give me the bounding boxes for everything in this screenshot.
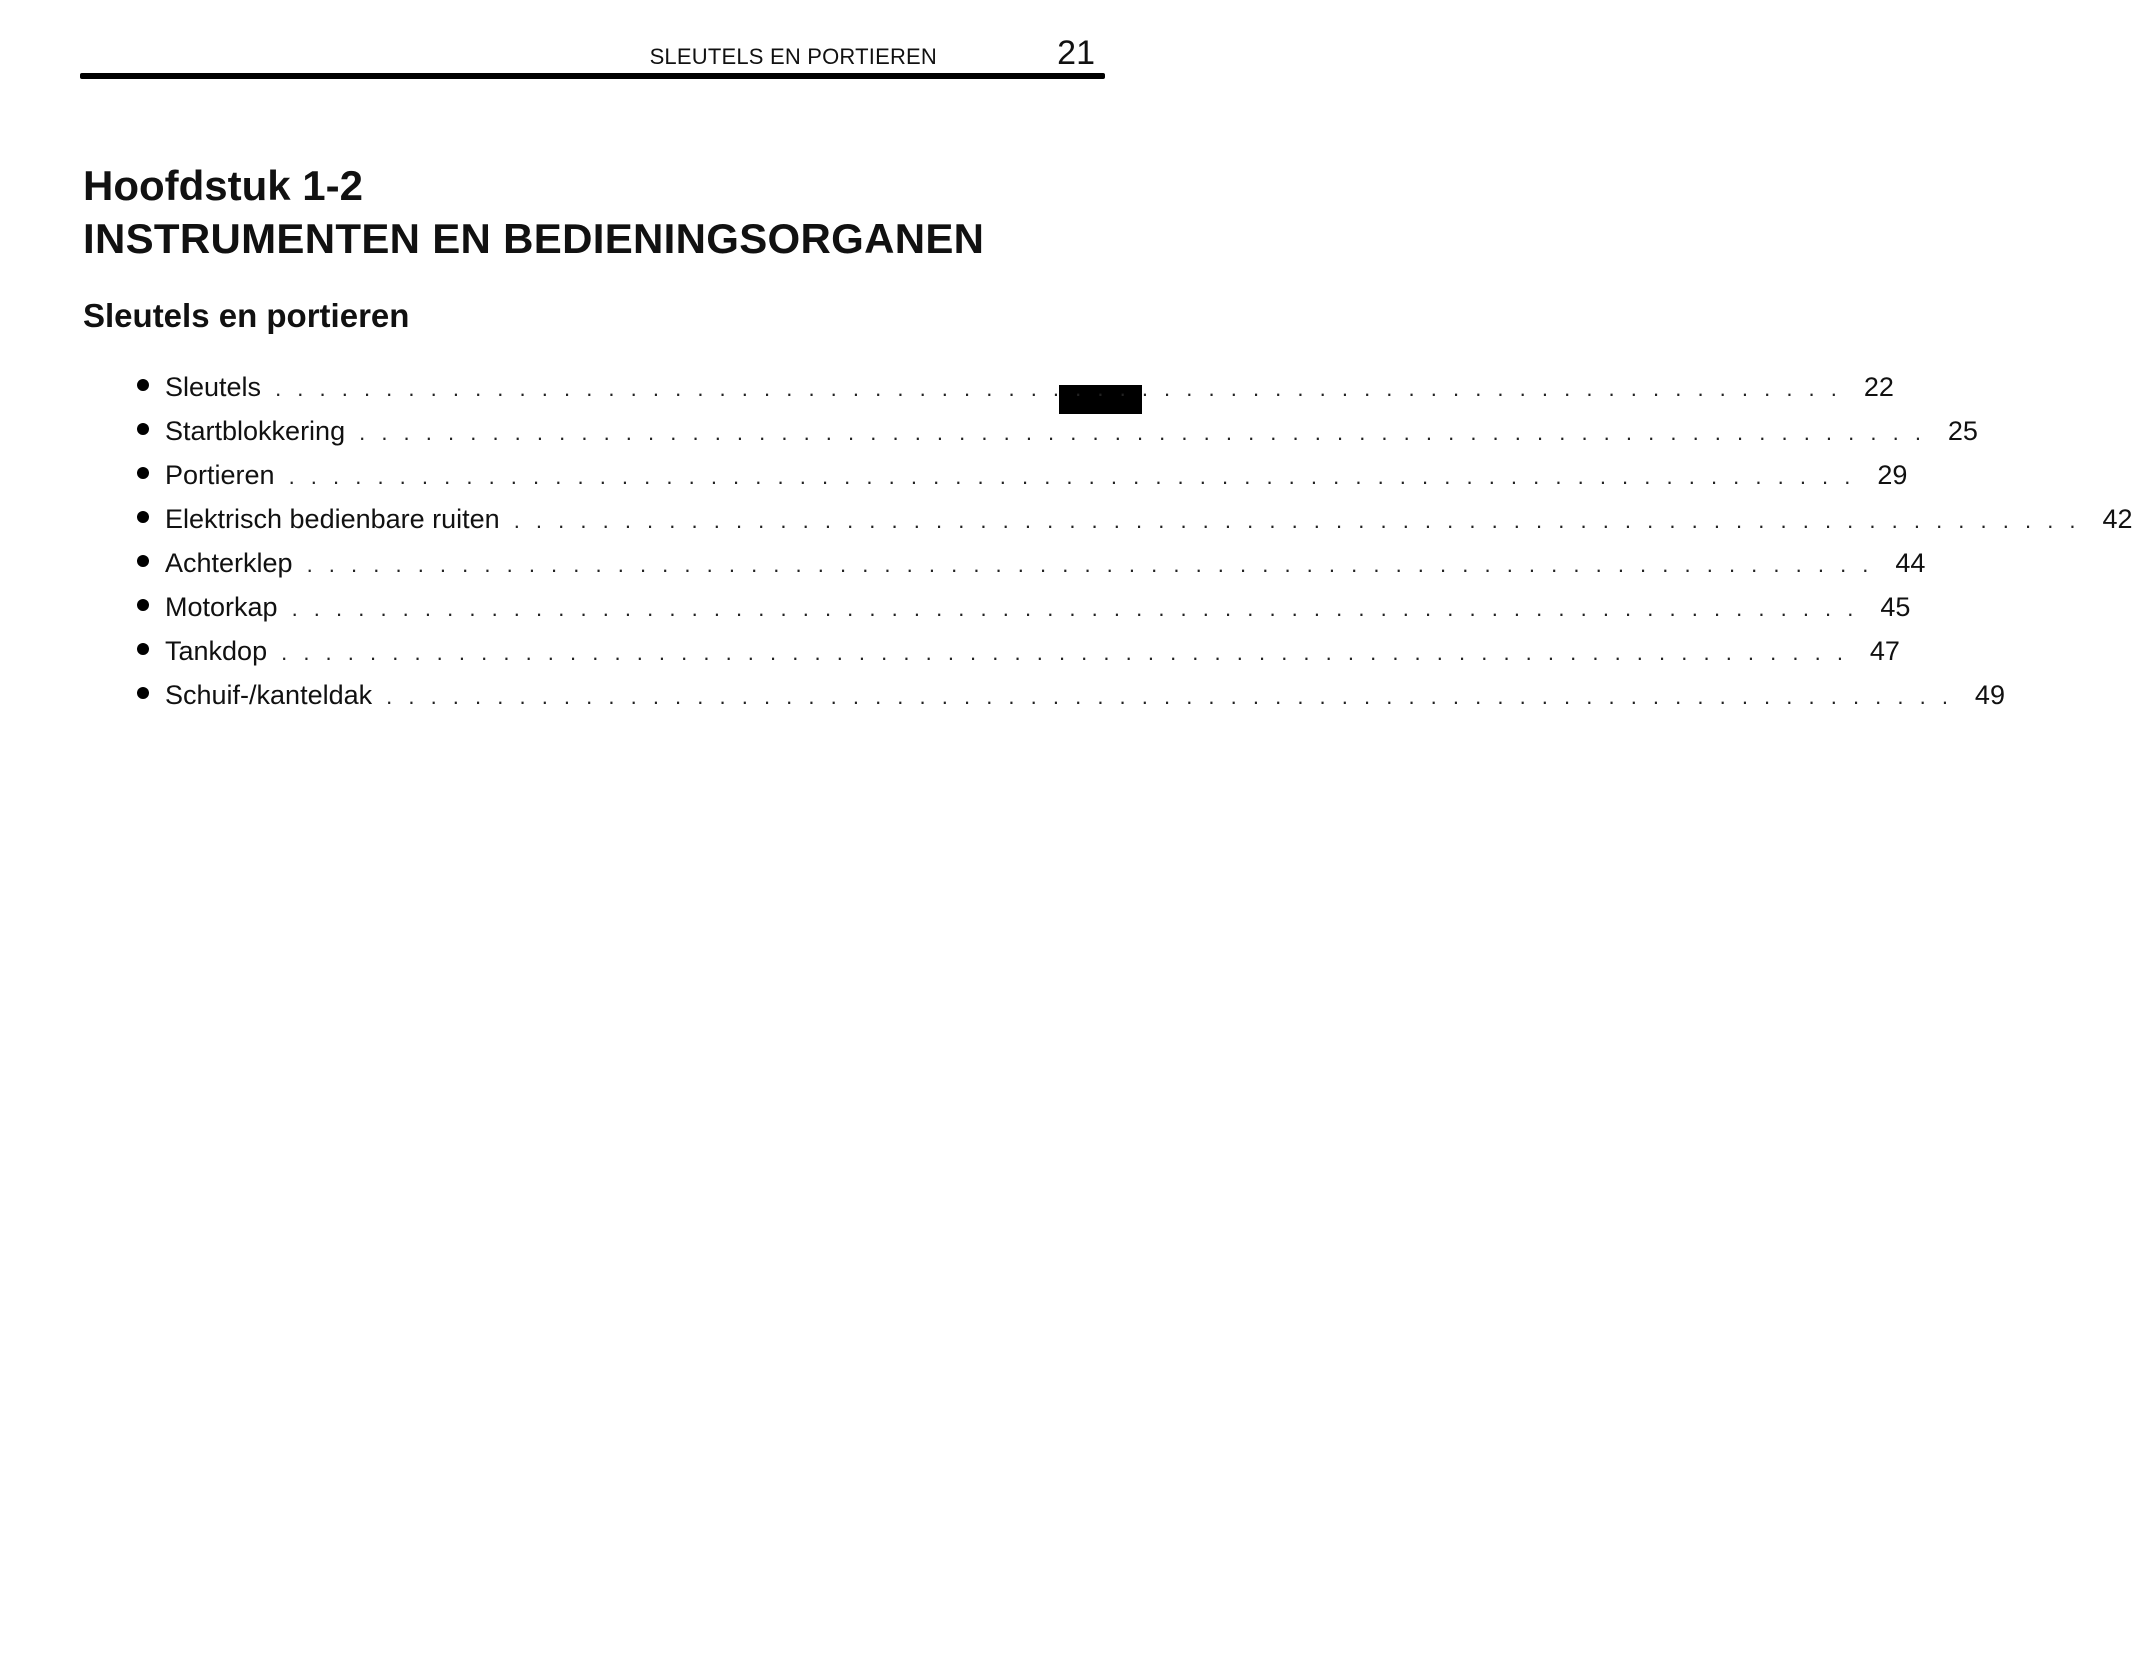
bullet-icon <box>137 467 149 479</box>
toc-entry-page: 45 <box>1880 592 1911 622</box>
dot-leader: . . . . . . . . . . . . . . . . . . . . . . . . . . . . . . . . . . . . . . . . . . . . . . . . . . . . . . . . . . . . . . . . . . . . . . . <box>386 684 1953 709</box>
toc-entry-page: 49 <box>1974 680 2005 710</box>
toc-entry-page: 25 <box>1947 416 1978 446</box>
page-number: 21 <box>1057 34 1095 72</box>
toc-entry[interactable] <box>137 629 1900 673</box>
table-of-contents <box>137 365 2133 717</box>
chapter-label: Hoofdstuk 1-2 <box>83 162 364 209</box>
dot-leader: . . . . . . . . . . . . . . . . . . . . . . . . . . . . . . . . . . . . . . . . . . . . . . . . . . . . . . . . . . . . . . . . . . . . . . . <box>288 464 1856 489</box>
header-rule <box>80 73 1105 79</box>
bullet-icon <box>137 599 149 611</box>
running-header <box>80 36 1105 78</box>
toc-entry-label: Elektrisch bedienbare ruiten <box>165 504 500 534</box>
toc-entry[interactable] <box>137 365 1894 409</box>
toc-entry[interactable] <box>137 497 2133 541</box>
section-title: Sleutels en portieren <box>83 297 410 334</box>
toc-entry[interactable] <box>137 673 2005 717</box>
toc-entry-label: Achterklep <box>165 548 293 578</box>
toc-entry[interactable] <box>137 541 1926 585</box>
toc-entry-page: 29 <box>1877 460 1908 490</box>
dot-leader: . . . . . . . . . . . . . . . . . . . . . . . . . . . . . . . . . . . . . . . . . . . . . . . . . . . . . . . . . . . . . . . . . . . . . . . <box>275 376 1842 401</box>
dot-leader: . . . . . . . . . . . . . . . . . . . . . . . . . . . . . . . . . . . . . . . . . . . . . . . . . . . . . . . . . . . . . . . . . . . . . . . <box>291 596 1859 621</box>
toc-entry-page: 42 <box>2102 504 2133 534</box>
chapter-title: INSTRUMENTEN EN BEDIENINGSORGANEN <box>83 215 985 262</box>
bullet-icon <box>137 687 149 699</box>
toc-entry-page: 44 <box>1895 548 1926 578</box>
toc-entry[interactable] <box>137 453 1908 497</box>
toc-entry[interactable] <box>137 409 1978 453</box>
toc-entry-label: Sleutels <box>165 372 262 402</box>
bullet-icon <box>137 379 149 391</box>
toc-entry[interactable] <box>137 585 1911 629</box>
dot-leader: . . . . . . . . . . . . . . . . . . . . . . . . . . . . . . . . . . . . . . . . . . . . . . . . . . . . . . . . . . . . . . . . . . . . . . . <box>359 420 1926 445</box>
toc-entry-page: 47 <box>1869 636 1900 666</box>
toc-entry-label: Tankdop <box>165 636 268 666</box>
toc-entry-label: Motorkap <box>165 592 278 622</box>
toc-entry-label: Schuif-/kanteldak <box>165 680 373 710</box>
bullet-icon <box>137 423 149 435</box>
toc-entry-label: Startblokkering <box>165 416 346 446</box>
toc-entry-label: Portieren <box>165 460 275 490</box>
dot-leader: . . . . . . . . . . . . . . . . . . . . . . . . . . . . . . . . . . . . . . . . . . . . . . . . . . . . . . . . . . . . . . . . . . . . . . . <box>281 640 1848 665</box>
dot-leader: . . . . . . . . . . . . . . . . . . . . . . . . . . . . . . . . . . . . . . . . . . . . . . . . . . . . . . . . . . . . . . . . . . . . . . . <box>513 508 2081 533</box>
bullet-icon <box>137 643 149 655</box>
dot-leader: . . . . . . . . . . . . . . . . . . . . . . . . . . . . . . . . . . . . . . . . . . . . . . . . . . . . . . . . . . . . . . . . . . . . . . . <box>306 552 1874 577</box>
running-title: SLEUTELS EN PORTIEREN <box>649 44 937 69</box>
bullet-icon <box>137 555 149 567</box>
toc-entry-page: 22 <box>1863 372 1894 402</box>
bullet-icon <box>137 511 149 523</box>
